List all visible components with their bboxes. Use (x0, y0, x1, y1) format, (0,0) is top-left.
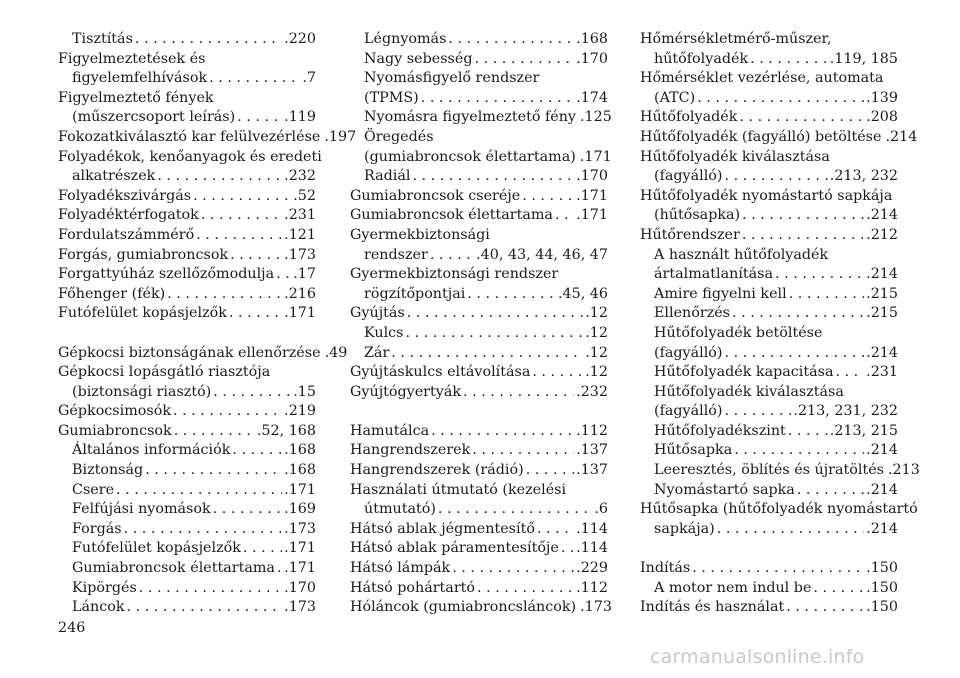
index-entry (640, 304, 898, 324)
watermark-text: carmanualsonline.info (650, 646, 865, 668)
dot-leader (775, 265, 864, 285)
index-heading: Hűtőfolyadék kiválasztása (640, 148, 830, 165)
dot-leader (438, 500, 592, 520)
page-reference: .121 (284, 226, 316, 243)
entry-label: Forgattyúház szellőzőmodulja (58, 266, 275, 283)
page-reference: .171 (284, 540, 316, 557)
index-entry (58, 520, 316, 540)
page-reference: .119 (284, 109, 316, 126)
index-heading: Nyomásfigyelő rendszer (364, 70, 540, 87)
dot-leader (561, 539, 574, 559)
page-reference: .169 (284, 501, 316, 518)
page-reference: .114 (576, 520, 608, 537)
dot-leader (739, 108, 864, 128)
index-entry (640, 89, 898, 109)
dot-leader (472, 441, 574, 461)
index-entry (58, 206, 316, 226)
entry-label: Hóláncok (gumiabroncsláncok) (350, 599, 577, 616)
index-entry (640, 441, 898, 461)
index-entry (58, 108, 316, 128)
page-reference: .171 (284, 481, 316, 498)
index-entry (640, 461, 920, 481)
dot-leader (555, 206, 574, 226)
entry-label: Futófelület kopásjelzők (72, 540, 241, 557)
dot-leader (406, 324, 584, 344)
section-gap (640, 539, 898, 559)
entry-label: sapkája) (654, 520, 715, 537)
index-entry (640, 481, 898, 501)
index-entry (640, 265, 898, 285)
page-reference: .12 (585, 364, 608, 381)
index-entry (58, 598, 316, 618)
entry-label: Légnyomás (364, 31, 447, 47)
index-entry (350, 206, 608, 226)
entry-label: Amire figyelni kell (654, 285, 787, 302)
entry-label: Leeresztés, öblítés és újratöltés (654, 462, 885, 479)
section-gap (350, 402, 608, 422)
page-reference: .170 (284, 579, 316, 596)
index-entry (640, 363, 898, 383)
dot-leader (724, 402, 791, 422)
dot-leader (421, 89, 574, 109)
entry-label: Hűtőfolyadék (640, 109, 738, 126)
entry-label: Hűtőrendszer (640, 226, 740, 243)
page-reference: .12 (585, 305, 608, 322)
page-reference: .173 (580, 599, 612, 616)
entry-label: Láncok (72, 599, 125, 616)
dot-leader (157, 167, 282, 187)
dot-leader (135, 30, 282, 50)
page-reference: .168 (576, 31, 608, 47)
entry-label: Indítás és használat (640, 599, 785, 616)
entry-label: Nagy sebesség (364, 50, 473, 67)
page-reference: .197 (324, 128, 357, 145)
dot-leader (201, 206, 282, 226)
page-reference: .171 (576, 207, 608, 224)
index-entry (58, 500, 316, 520)
index-entry (58, 579, 316, 599)
dot-leader (724, 344, 864, 364)
index-entry (350, 30, 608, 50)
dot-leader (522, 187, 574, 207)
index-entry (640, 50, 898, 70)
entry-label: figyelemfelhívások (72, 70, 208, 87)
index-heading: Gyermekbiztonsági (350, 226, 490, 243)
index-entry (640, 422, 898, 442)
page-reference: .7 (302, 70, 316, 87)
index-entry (58, 167, 316, 187)
page-reference: .52, 168 (256, 422, 316, 439)
page-reference: .215 (866, 305, 898, 322)
page-reference: .125 (580, 109, 612, 126)
entry-label: Gumiabroncsok élettartama (72, 560, 275, 577)
index-column-1 (58, 30, 357, 618)
dot-leader (697, 89, 864, 109)
dot-leader (742, 226, 864, 246)
page-reference: .212 (866, 226, 898, 243)
index-entry (58, 441, 316, 461)
page-reference: .168 (284, 462, 316, 479)
entry-label: ártalmatlanítása (654, 266, 774, 283)
entry-label: Zár (364, 344, 390, 361)
page-reference: .171 (284, 560, 316, 577)
page-reference: .150 (866, 560, 898, 577)
entry-label: Gépkocsi biztonságának ellenőrzése (58, 344, 321, 361)
entry-label: Biztonság (72, 462, 144, 479)
index-entry (350, 520, 608, 540)
index-entry (58, 539, 316, 559)
index-entry (640, 285, 898, 305)
index-entry (350, 598, 612, 618)
dot-leader (391, 344, 583, 364)
dot-leader (526, 461, 574, 481)
entry-label: Gumiabroncsok élettartama (350, 207, 553, 224)
page-reference: .174 (576, 89, 608, 106)
entry-label: Hátsó lámpák (350, 560, 451, 577)
page-reference: .150 (866, 579, 898, 596)
dot-leader (692, 559, 864, 579)
index-heading: Használati útmutató (kezelési (350, 481, 567, 498)
index-entry (350, 324, 608, 344)
dot-leader (167, 285, 282, 305)
index-entry (640, 598, 898, 618)
dot-leader (229, 304, 282, 324)
dot-leader (209, 69, 300, 89)
entry-label: (hűtősapka) (654, 207, 741, 224)
entry-label: Futófelület kopásjelzők (58, 305, 227, 322)
entry-label: (biztonsági riasztó) (72, 383, 212, 400)
page-reference: .213, 231, 232 (793, 403, 898, 420)
index-heading: Hűtősapka (hűtőfolyadék nyomástartó (640, 501, 918, 518)
page-reference: .112 (576, 579, 608, 596)
index-entry (58, 559, 316, 579)
index-entry (350, 383, 608, 403)
index-entry (58, 187, 316, 207)
entry-label: Általános információk (72, 442, 231, 459)
page-reference: .12 (585, 324, 608, 341)
page-reference: .52 (293, 187, 316, 204)
dot-leader (430, 246, 474, 266)
page-reference: .150 (866, 599, 898, 616)
dot-leader (237, 108, 282, 128)
entry-label: Tisztítás (72, 31, 133, 47)
dot-leader (213, 383, 291, 403)
entry-label: Gyújtógyertyák (350, 383, 462, 400)
index-entry (640, 206, 898, 226)
index-entry (58, 481, 316, 501)
dot-leader (717, 520, 864, 540)
index-entry (58, 402, 316, 422)
entry-label: (gumiabroncsok élettartama) (364, 148, 576, 165)
index-entry (640, 402, 898, 422)
index-entry (58, 422, 316, 442)
dot-leader (788, 422, 828, 442)
dot-leader (732, 304, 864, 324)
index-entry (350, 422, 608, 442)
entry-label: (TPMS) (364, 89, 419, 106)
entry-label: Gumiabroncsok cseréje (350, 187, 521, 204)
dot-leader (276, 265, 291, 285)
index-entry (350, 285, 608, 305)
index-entry (640, 128, 918, 148)
page-reference: .6 (594, 501, 608, 518)
dot-leader (463, 383, 574, 403)
index-heading: Folyadékok, kenőanyagok és eredeti (58, 148, 322, 165)
entry-label: Hűtőfolyadék (fagyálló) betöltése (640, 128, 882, 145)
index-entry (350, 344, 608, 364)
entry-label: Folyadékszivárgás (58, 187, 192, 204)
page-reference: .213, 215 (829, 422, 898, 439)
index-entry (640, 559, 898, 579)
page-reference: .170 (576, 50, 608, 67)
index-entry (640, 579, 898, 599)
entry-label: Hangrendszerek (rádió) (350, 462, 524, 479)
entry-label: A motor nem indul be (654, 579, 812, 596)
index-entry (350, 579, 608, 599)
page-reference: .173 (284, 599, 316, 616)
index-entry (350, 108, 612, 128)
index-heading: Hőmérséklet vezérlése, automata (640, 70, 884, 87)
page-reference: .229 (576, 560, 608, 577)
dot-leader (124, 520, 283, 540)
index-entry (640, 226, 898, 246)
index-heading: A használt hűtőfolyadék (654, 246, 829, 263)
index-column-3 (640, 30, 920, 618)
entry-label: Hűtősapka (654, 442, 733, 459)
entry-label: Forgás, gumiabroncsok (58, 246, 229, 263)
dot-leader (230, 246, 282, 266)
page-reference: .171 (576, 187, 608, 204)
entry-label: Hűtőfolyadékszint (654, 422, 786, 439)
index-heading: Figyelmeztető fények (58, 89, 214, 106)
index-column-2 (350, 30, 612, 618)
entry-label: (fagyálló) (654, 168, 723, 185)
entry-label: Csere (72, 481, 115, 498)
page-reference: .214 (885, 128, 918, 145)
index-entry (58, 226, 316, 246)
page-reference: .220 (284, 31, 316, 47)
index-entry (350, 50, 608, 70)
index-heading: Gépkocsi lopásgátló riasztója (58, 364, 271, 381)
dot-leader (407, 304, 584, 324)
dot-leader (431, 422, 574, 442)
dot-leader (145, 461, 282, 481)
entry-label: útmutató) (364, 501, 436, 518)
dot-leader (277, 559, 282, 579)
section-gap (58, 324, 316, 344)
page-reference: .15 (293, 383, 316, 400)
page-reference: .171 (579, 148, 612, 165)
dot-leader (475, 50, 575, 70)
entry-label: Gyújtás (350, 305, 405, 322)
entry-label: Hangrendszerek (350, 442, 471, 459)
dot-leader (116, 481, 282, 501)
index-entry (350, 363, 608, 383)
page-reference: .12 (585, 344, 608, 361)
index-entry (640, 167, 898, 187)
page-reference: .168 (284, 442, 316, 459)
index-entry (58, 265, 316, 285)
page-reference: .139 (866, 89, 898, 106)
dot-leader (127, 598, 283, 618)
entry-label: Fordulatszámmérő (58, 226, 195, 243)
index-entry (58, 69, 316, 89)
dot-leader (412, 167, 574, 187)
dot-leader (742, 206, 864, 226)
page-reference: .40, 43, 44, 46, 47 (476, 246, 608, 263)
dot-leader (789, 285, 864, 305)
page-reference: .214 (866, 442, 898, 459)
page-reference: .213, 232 (829, 168, 898, 185)
page-reference: .214 (866, 520, 898, 537)
page-reference: .17 (293, 266, 316, 283)
page-reference: .49 (324, 344, 348, 361)
dot-leader (734, 441, 864, 461)
page-reference: .137 (576, 462, 608, 479)
entry-label: alkatrészek (72, 168, 156, 185)
entry-label: Hátsó ablak jégmentesítő (350, 520, 535, 537)
entry-label: Főhenger (fék) (58, 285, 166, 302)
page-reference: .232 (284, 168, 316, 185)
entry-label: Gumiabroncsok (58, 422, 172, 439)
index-entry (58, 461, 316, 481)
entry-label: Gyújtáskulcs eltávolítása (350, 364, 531, 381)
entry-label: Gépkocsimosók (58, 403, 171, 420)
index-entry (58, 383, 316, 403)
entry-label: rögzítőpontjai (364, 285, 466, 302)
index-heading: Figyelmeztetések és (58, 50, 206, 67)
page-reference: .114 (576, 540, 608, 557)
page-reference: .173 (284, 520, 316, 537)
page-reference: .171 (284, 305, 316, 322)
page-reference: .173 (284, 246, 316, 263)
page-reference: .231 (866, 364, 898, 381)
entry-label: Hátsó ablak páramentesítője (350, 540, 559, 557)
index-heading: Hűtőfolyadék nyomástartó sapkája (640, 187, 893, 204)
entry-label: Radiál (364, 168, 411, 185)
entry-label: rendszer (364, 246, 428, 263)
page-reference: .137 (576, 442, 608, 459)
dot-leader (724, 167, 827, 187)
index-entry (58, 344, 348, 364)
dot-leader (537, 520, 574, 540)
index-heading: Gyermekbiztonsági rendszer (350, 266, 559, 283)
dot-leader (452, 559, 574, 579)
entry-label: Folyadéktérfogatok (58, 207, 199, 224)
dot-leader (532, 363, 583, 383)
index-heading: Hűtőfolyadék betöltése (654, 324, 823, 341)
dot-leader (232, 441, 282, 461)
dot-leader (467, 285, 556, 305)
entry-label: Hűtőfolyadék kapacitása (654, 364, 834, 381)
page-reference: .170 (576, 168, 608, 185)
entry-label: Nyomástartó sapka (654, 481, 795, 498)
page-number: 246 (58, 620, 86, 636)
page-reference: .232 (576, 383, 608, 400)
page-reference: .208 (866, 109, 898, 126)
page-reference: .119, 185 (829, 50, 898, 67)
dot-leader (477, 579, 574, 599)
index-entry (58, 30, 316, 50)
index-entry (350, 559, 608, 579)
page-reference: .213 (888, 462, 920, 479)
index-heading: Hűtőfolyadék kiválasztása (654, 383, 844, 400)
page-reference: .214 (866, 266, 898, 283)
page-reference: .45, 46 (557, 285, 608, 302)
page-reference: .214 (866, 481, 898, 498)
index-entry (58, 128, 357, 148)
index-entry (350, 148, 612, 168)
entry-label: Hátsó pohártartó (350, 579, 476, 596)
entry-label: Hamutálca (350, 422, 430, 439)
dot-leader (213, 500, 282, 520)
entry-label: (fagyálló) (654, 403, 723, 420)
page-reference: .219 (284, 403, 316, 420)
index-heading: Öregedés (364, 128, 434, 145)
index-entry (58, 285, 316, 305)
entry-label: Kipörgés (72, 579, 137, 596)
index-heading: Hőmérsékletmérő-műszer, (640, 31, 832, 47)
index-entry (350, 441, 608, 461)
entry-label: hűtőfolyadék (654, 50, 749, 67)
dot-leader (750, 50, 828, 70)
dot-leader (193, 187, 291, 207)
entry-label: (műszercsoport leírás) (72, 109, 236, 126)
page-reference: .215 (866, 285, 898, 302)
index-entry (350, 500, 608, 520)
entry-label: (ATC) (654, 89, 696, 106)
index-entry (58, 304, 316, 324)
entry-label: Indítás (640, 560, 691, 577)
dot-leader (139, 579, 282, 599)
index-entry (350, 246, 608, 266)
dot-leader (836, 363, 865, 383)
entry-label: Kulcs (364, 324, 404, 341)
entry-label: Fokozatkiválasztó kar felülvezérlése (58, 128, 321, 145)
dot-leader (243, 539, 282, 559)
entry-label: Ellenőrzés (654, 305, 731, 322)
dot-leader (196, 226, 282, 246)
page-reference: .231 (284, 207, 316, 224)
dot-leader (797, 481, 864, 501)
entry-label: (fagyálló) (654, 344, 723, 361)
index-entry (350, 167, 608, 187)
index-entry (640, 108, 898, 128)
index-entry (350, 461, 608, 481)
index-entry (640, 520, 898, 540)
dot-leader (813, 579, 864, 599)
page-reference: .214 (866, 344, 898, 361)
index-entry (350, 539, 608, 559)
dot-leader (448, 30, 574, 50)
index-entry (350, 187, 608, 207)
dot-leader (173, 402, 282, 422)
page-reference: .214 (866, 207, 898, 224)
page-reference: .112 (576, 422, 608, 439)
dot-leader (174, 422, 255, 442)
index-entry (58, 246, 316, 266)
page-reference: .216 (284, 285, 316, 302)
index-entry (640, 344, 898, 364)
dot-leader (786, 598, 864, 618)
entry-label: Nyomásra figyelmeztető fény (364, 109, 577, 126)
entry-label: Felfújási nyomások (72, 501, 211, 518)
entry-label: Forgás (72, 520, 122, 537)
index-entry (350, 89, 608, 109)
index-entry (350, 304, 608, 324)
